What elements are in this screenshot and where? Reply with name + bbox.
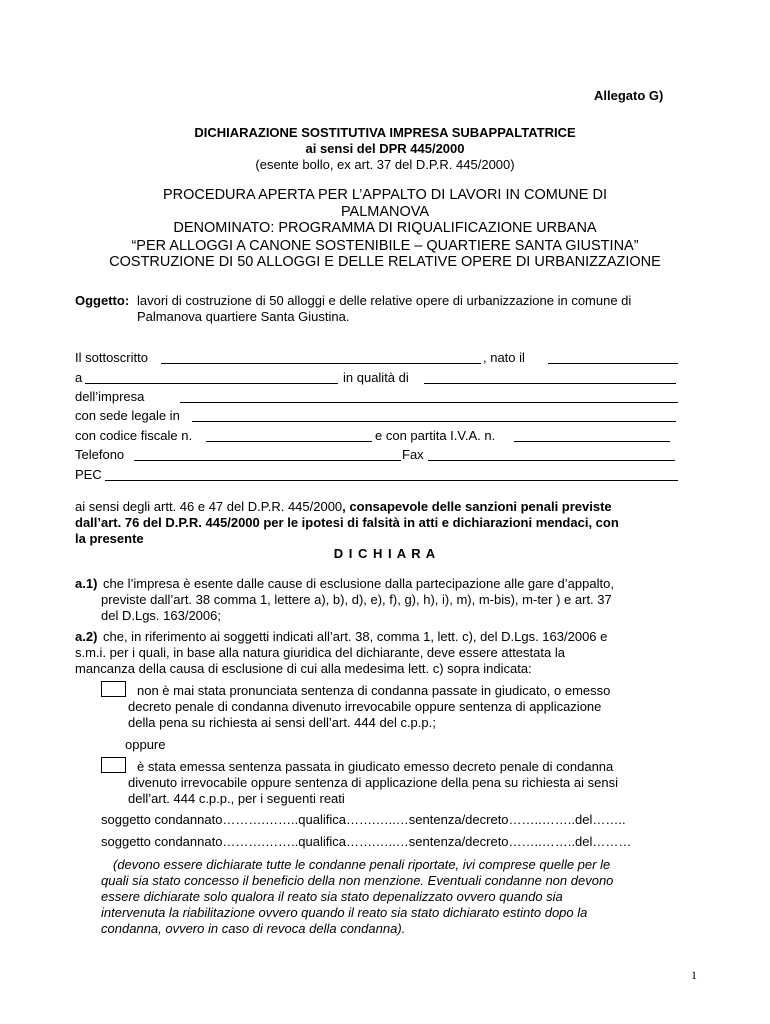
field-impresa[interactable] bbox=[180, 390, 678, 403]
condannato-row-2[interactable]: soggetto condannato……….……..qualifica…….…..…sentenza/decreto……..……..del……… bbox=[101, 834, 632, 849]
consapevole-normal: ai sensi degli artt. 46 e 47 del D.P.R. 445/2000 bbox=[75, 499, 343, 514]
allegato-label: Allegato G) bbox=[594, 88, 664, 103]
nota-line-3: essere dichiarate solo qualora il reato sia stato depenalizzato ovvero quando sia bbox=[101, 889, 563, 904]
field-codice-fiscale[interactable] bbox=[206, 429, 372, 442]
procedura-line-1: PROCEDURA APERTA PER L’APPALTO DI LAVORI IN COMUNE DI bbox=[163, 187, 607, 203]
consapevole-bold: , consapevole delle sanzioni penali previste bbox=[342, 499, 612, 514]
checkbox-no-condanna[interactable] bbox=[101, 681, 126, 697]
dichiara-heading: D I C H I A R A bbox=[333, 546, 437, 561]
label-telefono: Telefono bbox=[75, 447, 125, 462]
title-dichiarazione: DICHIARAZIONE SOSTITUTIVA IMPRESA SUBAPPALTATRICE bbox=[194, 125, 576, 140]
label-a: a bbox=[75, 370, 83, 385]
label-partita-iva: e con partita I.V.A. n. bbox=[375, 428, 496, 443]
condannato-row-1[interactable]: soggetto condannato……….……..qualifica…….…..…sentenza/decreto……..……..del…….. bbox=[101, 812, 626, 827]
a1-line-1: che l’impresa è esente dalle cause di esclusione dalla partecipazione alle gare d’appalto, bbox=[103, 576, 614, 591]
oggetto-text-line-1: lavori di costruzione di 50 alloggi e delle relative opere di urbanizzazione in comune di bbox=[137, 293, 632, 308]
field-fax[interactable] bbox=[428, 448, 675, 461]
label-sede: con sede legale in bbox=[75, 408, 180, 423]
title-dpr: ai sensi del DPR 445/2000 bbox=[305, 141, 465, 156]
checkbox-condanna[interactable] bbox=[101, 757, 126, 773]
field-nato-il[interactable] bbox=[548, 351, 678, 364]
option1-line-2: decreto penale di condanna divenuto irrevocabile oppure sentenza di applicazione bbox=[128, 699, 602, 714]
procedura-line-2: PALMANOVA bbox=[340, 204, 430, 220]
field-partita-iva[interactable] bbox=[514, 429, 670, 442]
option2-line-1: è stata emessa sentenza passata in giudicato emesso decreto penale di condanna bbox=[137, 759, 614, 774]
a1-line-2: previste dall’art. 38 comma 1, lettere a), b), d), e), f), g), h), i), m), m-bis), m-ter ) e art. 37 bbox=[101, 592, 612, 607]
label-sottoscritto: Il sottoscritto bbox=[75, 350, 148, 365]
label-impresa: dell’impresa bbox=[75, 389, 145, 404]
title-esente-bollo: (esente bollo, ex art. 37 del D.P.R. 445/2000) bbox=[255, 157, 515, 172]
consapevole-line-1 bbox=[75, 499, 612, 514]
nota-line-1: (devono essere dichiarate tutte le condanne penali riportate, ivi comprese quelle per le bbox=[113, 857, 611, 872]
page-number: 1 bbox=[691, 968, 697, 982]
label-fax: Fax bbox=[402, 447, 424, 462]
field-sede[interactable] bbox=[192, 409, 676, 422]
a2-line-2: s.m.i. per i quali, in base alla natura giuridica del dichiarante, deve essere attestata la bbox=[75, 645, 565, 660]
label-codice-fiscale: con codice fiscale n. bbox=[75, 428, 193, 443]
nota-line-2: quali sia stato concesso il beneficio della non menzione. Eventuali condanne non devono bbox=[101, 873, 614, 888]
field-sottoscritto[interactable] bbox=[161, 351, 481, 364]
option1-line-1: non è mai stata pronunciata sentenza di condanna passate in giudicato, o emesso bbox=[137, 683, 611, 698]
procedura-line-3: DENOMINATO: PROGRAMMA DI RIQUALIFICAZIONE URBANA bbox=[173, 220, 597, 236]
label-qualita: in qualità di bbox=[343, 370, 409, 385]
field-pec[interactable] bbox=[105, 468, 678, 481]
option1-line-3: della pena su richiesta ai sensi dell’art. 444 del c.p.p.; bbox=[128, 715, 436, 730]
label-nato-il: , nato il bbox=[483, 350, 525, 365]
field-telefono[interactable] bbox=[134, 448, 401, 461]
consapevole-line-3: la presente bbox=[75, 531, 144, 546]
field-luogo-nascita[interactable] bbox=[85, 371, 338, 384]
field-qualita[interactable] bbox=[424, 371, 676, 384]
nota-line-4: intervenuta la riabilitazione ovvero quando il reato sia stato dichiarato estinto dopo la bbox=[101, 905, 588, 920]
oggetto-text-line-2: Palmanova quartiere Santa Giustina. bbox=[137, 309, 350, 324]
a1-label: a.1) bbox=[75, 576, 98, 591]
nota-line-5: condanna, ovvero in caso di revoca della condanna). bbox=[101, 921, 406, 936]
a1-line-3: del D.Lgs. 163/2006; bbox=[101, 608, 221, 623]
a2-line-1: che, in riferimento ai soggetti indicati all’art. 38, comma 1, lett. c), del D.Lgs. 163/2006 e bbox=[103, 629, 608, 644]
oggetto-label: Oggetto: bbox=[75, 293, 130, 308]
oppure-label: oppure bbox=[125, 737, 166, 752]
option2-line-3: dell’art. 444 c.p.p., per i seguenti reati bbox=[128, 791, 345, 806]
label-pec: PEC bbox=[75, 467, 102, 482]
consapevole-line-2: dall’art. 76 del D.P.R. 445/2000 per le ipotesi di falsità in atti e dichiarazioni mendaci, con bbox=[75, 515, 619, 530]
procedura-line-4: “PER ALLOGGI A CANONE SOSTENIBILE – QUARTIERE SANTA GIUSTINA” bbox=[131, 238, 639, 254]
a2-line-3: mancanza della causa di esclusione di cui alla medesima lett. c) sopra indicata: bbox=[75, 661, 532, 676]
option2-line-2: divenuto irrevocabile oppure sentenza di applicazione della pena su richiesta ai sensi bbox=[128, 775, 618, 790]
procedura-line-5: COSTRUZIONE DI 50 ALLOGGI E DELLE RELATIVE OPERE DI URBANIZZAZIONE bbox=[109, 254, 661, 270]
a2-label: a.2) bbox=[75, 629, 98, 644]
